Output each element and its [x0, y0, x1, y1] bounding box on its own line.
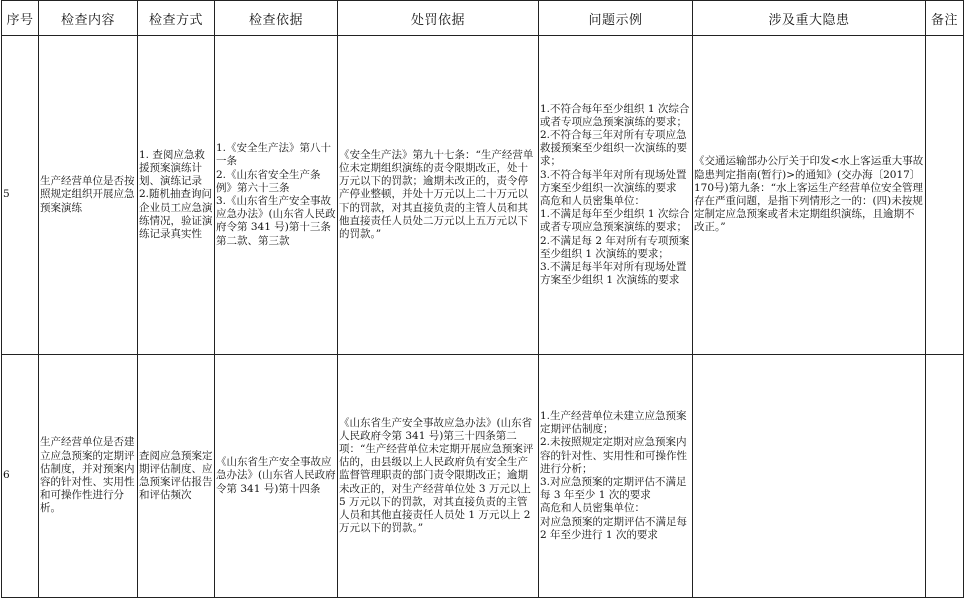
- table-row: [2, 355, 964, 598]
- basis-line: 3.《山东省生产安全事故应急办法》(山东省人民政府令第 341 号)第十三条第二款、第三款: [216, 195, 336, 247]
- example-line: 对应急预案的定期评估不满足每 2 年至少进行 1 次的要求: [540, 515, 687, 541]
- header-method: 检查方式: [138, 1, 215, 36]
- row-penalty: 《安全生产法》第九十七条：“生产经营单位未定期组织演练的责令限期改正，处十万元以下的罚款；逾期未改正的，责令停产停业整顿，并处十万元以上二十万元以下的罚款，对其直接负责的主管人员和其他直接责任人员处二万元以上五万元以下的罚款。”: [338, 36, 539, 355]
- example-line: 1.生产经营单位未建立应急预案定期评估制度；: [540, 409, 687, 436]
- header-content: 检查内容: [39, 1, 138, 36]
- example-line: 2.不满足每 2 年对所有专项预案至少组织 1 次演练的要求；: [540, 234, 690, 260]
- example-line: 高危和人员密集单位：: [540, 195, 645, 207]
- example-line: 1.不符合每年至少组织 1 次综合或者专项应急预案演练的要求；: [540, 102, 690, 128]
- example-line: 3.不符合每半年对所有现场处置方案至少组织一次演练的要求: [540, 168, 687, 194]
- row-index: 5: [2, 36, 39, 355]
- basis-line: 《山东省生产安全事故应急办法》(山东省人民政府令第 341 号)第十四条: [216, 456, 336, 495]
- row-penalty: 《山东省生产安全事故应急办法》(山东省人民政府令第 341 号)第三十四条第二项：“生产经营单位未定期开展应急预案评估的，由县级以上人民政府负有安全生产监督管理职责的部门责令限期改正；逾期未改正的，对生产经营单位处 3 万元以上 5 万元以下的罚款，对其直接负责的主管人员和其他直接责任人员处 1 万元以上 2 万元以下的罚款。”: [338, 355, 539, 598]
- row-hazard: [693, 355, 926, 598]
- header-index: 序号: [2, 1, 39, 36]
- table-row: [2, 36, 964, 355]
- basis-line: 2.《山东省安全生产条例》第六十三条: [216, 168, 321, 194]
- header-hazard: 涉及重大隐患: [693, 1, 926, 36]
- header-examples: 问题示例: [539, 1, 693, 36]
- method-line: 2.随机抽查询问企业员工应急演练情况，验证演练记录真实性: [139, 188, 213, 240]
- method-line: 查阅应急预案定期评估制度、应急预案评估报告和评估频次: [139, 449, 213, 502]
- row-basis: [215, 36, 338, 355]
- row-examples: [539, 36, 693, 355]
- example-line: 高危和人员密集单位：: [540, 502, 645, 515]
- row-note: [926, 355, 964, 598]
- row-note: [926, 36, 964, 355]
- example-line: 2.不符合每三年对所有专项应急救援预案至少组织一次演练的要求；: [540, 128, 687, 168]
- example-line: 3.对应急预案的定期评估不满足每 3 年至少 1 次的要求: [540, 476, 687, 502]
- inspection-table: [1, 0, 964, 598]
- basis-line: 1.《安全生产法》第八十一条: [216, 142, 332, 168]
- example-line: 2.未按照规定定期对应急预案内容的针对性、实用性和可操作性进行分析；: [540, 436, 687, 475]
- header-penalty: 处罚依据: [338, 1, 539, 36]
- example-line: 1.不满足每年至少组织 1 次综合或者专项应急预案演练的要求；: [540, 208, 690, 234]
- row-index: 6: [2, 355, 39, 598]
- method-line: 1. 查阅应急救援预案演练计划、演练记录: [139, 148, 205, 188]
- row-method: [138, 355, 215, 598]
- header-note: 备注: [926, 1, 964, 36]
- header-basis: 检查依据: [215, 1, 338, 36]
- header-row: [2, 1, 964, 36]
- row-method: [138, 36, 215, 355]
- row-basis: [215, 355, 338, 598]
- row-hazard: 《交通运输部办公厅关于印发<水上客运重大事故隐患判定指南(暂行)>的通知》(交办海〔2017〕170号)第九条：“水上客运生产经营单位安全管理存在严重问题，是指下列情形之一的：(四)未按规定制定应急预案或者未定期组织演练，且逾期不改正。”: [693, 36, 926, 355]
- row-examples: [539, 355, 693, 598]
- row-content: 生产经营单位是否按照规定组织开展应急预案演练: [39, 36, 138, 355]
- example-line: 3.不满足每半年对所有现场处置方案至少组织 1 次演练的要求: [540, 261, 687, 287]
- row-content: 生产经营单位是否建立应急预案的定期评估制度，并对预案内容的针对性、实用性和可操作性进行分析。: [39, 355, 138, 598]
